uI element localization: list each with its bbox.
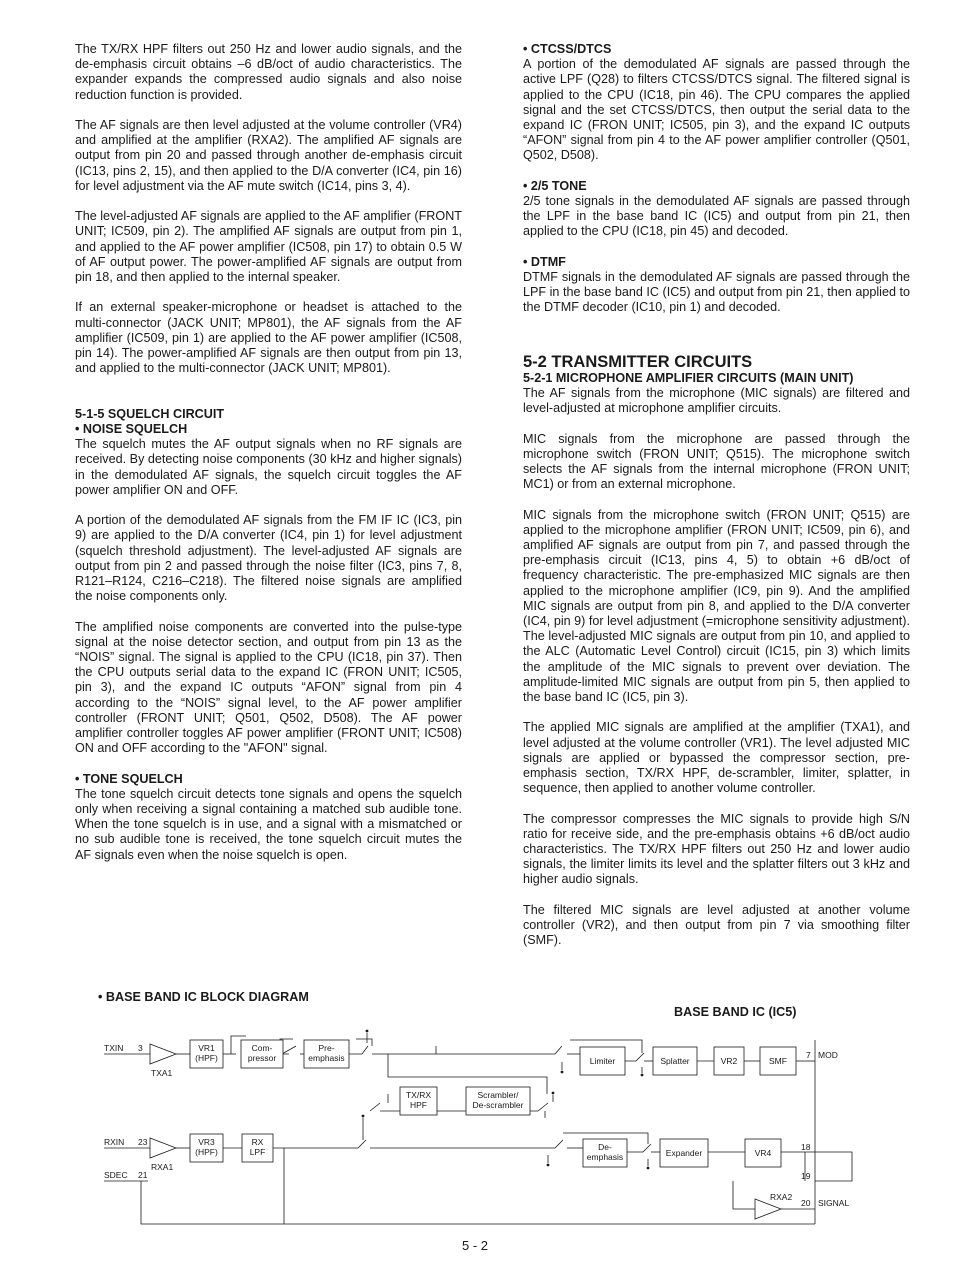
pin-21: 21: [138, 1170, 148, 1180]
paragraph: 2/5 tone signals in the demodulated AF signals are passed through the LPF in the base band IC (IC5) and output from pin 21, then applied to the CPU (IC18, pin 45) and decoded.: [523, 194, 910, 239]
pre-emphasis-sublabel: emphasis: [308, 1053, 345, 1063]
expander-label: Expander: [665, 1148, 703, 1158]
vr1-label: VR1: [198, 1043, 215, 1053]
smf-label: SMF: [769, 1056, 787, 1066]
rxin-label: RXIN: [104, 1137, 125, 1147]
pin-19: 19: [801, 1171, 811, 1181]
rx-lpf-sublabel: LPF: [249, 1147, 266, 1157]
paragraph: The TX/RX HPF filters out 250 Hz and lower audio signals, and the de-emphasis circuit obtains –6 dB/oct of audio characteristics. The expander expands the compressed audio signals and also noise reduction function is provided.: [75, 42, 462, 102]
signal-label: SIGNAL: [818, 1198, 850, 1208]
paragraph: If an external speaker-microphone or headset is attached to the multi-connector (JACK UNIT; MP801), the AF signals from the AF amplifier (IC509, pin 1) are applied to the AF power amplifier (IC508, pin 14). The power-amplified AF signals are then output from pin 13, and applied to the multi-connector (JACK UNIT; MP801).: [75, 300, 462, 376]
paragraph: DTMF signals in the demodulated AF signals are passed through the LPF in the base band IC (IC5) and output from pin 21, then applied to the DTMF decoder (IC10, pin 1) and decoded.: [523, 270, 910, 315]
paragraph: The filtered MIC signals are level adjusted at another volume controller (VR2), and then output from pin 7 via smoothing filter (SMF).: [523, 902, 910, 948]
paragraph: The amplified noise components are converted into the pulse-type signal at the noise detector section, and output from pin 13 as the “NOIS” signal. The signal is applied to the CPU (IC18, pin 37). Then the CPU outputs serial data to the expand IC (FRON UNIT; IC505, pin 3), and the expand IC outputs “AFON” signal from pin 4 according to the “NOIS” signal level, to the AF power amplifier controller (FRONT UNIT; Q501, Q502, D508). The AF power amplifier controller toggles AF power amplifier (FRONT UNIT; IC508) ON and OFF according to the "AFON" signal.: [75, 619, 462, 756]
paragraph: The AF signals from the microphone (MIC signals) are filtered and level-adjusted at microphone amplifier circuits.: [523, 386, 910, 416]
paragraph: The compressor compresses the MIC signals to provide high S/N ratio for receive side, and the pre-emphasis obtains +6 dB/oct audio characteristics. The TX/RX HPF filters out 250 Hz and lower audio signals, the limiter limits its level and the splatter filters out 3 kHz and higher audio signals.: [523, 811, 910, 887]
de-emphasis-sublabel: emphasis: [586, 1152, 624, 1162]
paragraph: MIC signals from the microphone are passed through the microphone switch (FRON UNIT; Q515). The microphone switch selects the AF signals from the internal microphone (FRON UNIT; MC1) or from an external microphone.: [523, 431, 910, 492]
tone-squelch-heading: • TONE SQUELCH: [75, 771, 183, 786]
rx-lpf-label: RX: [251, 1137, 264, 1147]
noise-squelch-heading: • NOISE SQUELCH: [75, 422, 188, 436]
paragraph: The squelch mutes the AF output signals when no RF signals are received. By detecting noise components (30 kHz and higher signals) in the demodulated AF signals, the squelch circuit toggles the AF power amplifier ON and OFF.: [75, 437, 462, 497]
tone25-heading: • 2/5 TONE: [523, 178, 587, 193]
txa1-label: TXA1: [151, 1068, 173, 1078]
txrx-hpf-label: TX/RX: [405, 1090, 432, 1100]
txrx-hpf-sublabel: HPF: [410, 1100, 427, 1110]
pin-7: 7: [806, 1050, 811, 1060]
sdec-label: SDEC: [104, 1170, 128, 1180]
mod-label: MOD: [818, 1050, 838, 1060]
compressor-sublabel: pressor: [247, 1053, 277, 1063]
de-emphasis-label: De-: [598, 1142, 612, 1152]
compressor-label: Com-: [251, 1043, 273, 1053]
ic-label: BASE BAND IC (IC5): [674, 1005, 797, 1019]
vr1-sublabel: (HPF): [195, 1053, 218, 1063]
paragraph: MIC signals from the microphone switch (FRON UNIT; Q515) are applied to the microphone amplifier (FRON UNIT; IC509, pin 6), and amplified AF signals are output from pin 7, and passed through the pre-emphasis circuit (IC13, pins 4, 5) to obtain +6 dB/oct of frequency characteristic. The pre-emphasized MIC signals are then applied to the microphone amplifier (IC9, pin 9). And the amplified MIC signals are output from pin 8, and applied to the D/A converter (IC4, pin 9) for level adjustment (=microphone sensitivity adjustment). The level-adjusted MIC signals are output from pin 10, and applied to the ALC (Automatic Level Control) circuit (IC15, pin 3) which limits the amplitude of the MIC signals to prevent over deviation. The amplitude-limited MIC signals are output from pin 5, then applied to the base band IC (IC5, pin 3).: [523, 507, 910, 705]
mic-amp-heading: 5-2-1 MICROPHONE AMPLIFIER CIRCUITS (MAIN UNIT): [523, 370, 854, 385]
txin-label: TXIN: [104, 1043, 124, 1053]
ctcss-heading: • CTCSS/DTCS: [523, 42, 612, 56]
pin-18: 18: [801, 1142, 811, 1152]
dtmf-heading: • DTMF: [523, 254, 566, 269]
rxa1-label: RXA1: [151, 1162, 174, 1172]
vr2-label: VR2: [720, 1056, 738, 1066]
vr4-label: VR4: [754, 1148, 772, 1158]
page-number: 5 - 2: [462, 1238, 489, 1253]
vr3-sublabel: (HPF): [195, 1147, 218, 1157]
paragraph: A portion of the demodulated AF signals from the FM IF IC (IC3, pin 9) are applied to the D/A converter (IC4, pin 1) for level adjustment (squelch threshold adjustment). The level-adjusted AF signals are output from pin 2 and passed through the noise filter (IC3, pins 7, 8, R121–R124, C216–C218). The filtered noise signals are amplified the noise components only.: [75, 513, 462, 604]
vr3-label: VR3: [198, 1137, 215, 1147]
diagram-title: • BASE BAND IC BLOCK DIAGRAM: [98, 990, 309, 1004]
splatter-label: Splatter: [660, 1056, 690, 1066]
transmitter-section-title: 5-2 TRANSMITTER CIRCUITS: [523, 352, 753, 371]
limiter-label: Limiter: [589, 1056, 616, 1066]
scrambler-sublabel: De-scrambler: [472, 1100, 524, 1110]
pre-emphasis-label: Pre-: [318, 1043, 335, 1053]
paragraph: A portion of the demodulated AF signals are passed through the active LPF (Q28) to filters CTCSS/DTCS signal. The filtered signal is applied to the CPU (IC18, pin 46). The CPU compares the applied signal and the set CTCSS/DTCS, then output the serial data to the expand IC (FRON UNIT; IC505, pin 3), and the expand IC outputs “AFON” signal from pin 4 to the AF power amplifier controller (Q501, Q502, D508).: [523, 57, 910, 163]
pin-3: 3: [138, 1043, 143, 1053]
pin-23: 23: [138, 1137, 148, 1147]
paragraph: The tone squelch circuit detects tone signals and opens the squelch only when receiving a signal containing a matched sub audible tone. When the tone squelch is in use, and a signal with a mismatched or no sub audible tone is received, the tone squelch circuit mutes the AF signals even when the noise squelch is open.: [75, 786, 462, 862]
pin-20: 20: [801, 1198, 811, 1208]
rxa2-label: RXA2: [770, 1192, 793, 1202]
paragraph: The AF signals are then level adjusted at the volume controller (VR4) and amplified at the amplifier (RXA2). The amplified AF signals are output from pin 20 and passed through another de-emphasis circuit (IC13, pins 2, 15), and then applied to the D/A converter (IC4, pin 16) for level adjustment via the AF mute switch (IC14, pins 3, 4).: [75, 118, 462, 193]
paragraph: The level-adjusted AF signals are applied to the AF amplifier (FRONT UNIT; IC509, pin 2). The amplified AF signals are output from pin 1, and applied to the AF power amplifier (IC508, pin 17) to obtain 0.5 W of AF output power. The power-amplified AF signals are output from pin 18, and then applied to the internal speaker.: [75, 209, 462, 285]
squelch-heading: 5-1-5 SQUELCH CIRCUIT: [75, 406, 225, 421]
paragraph: The applied MIC signals are amplified at the amplifier (TXA1), and level adjusted at the volume controller (VR1). The level adjusted MIC signals are applied or bypassed the compressor section, pre-emphasis section, TX/RX HPF, de-scrambler, limiter, splatter, in sequence, then applied to another volume controller.: [523, 720, 910, 796]
scrambler-label: Scrambler/: [477, 1090, 519, 1100]
